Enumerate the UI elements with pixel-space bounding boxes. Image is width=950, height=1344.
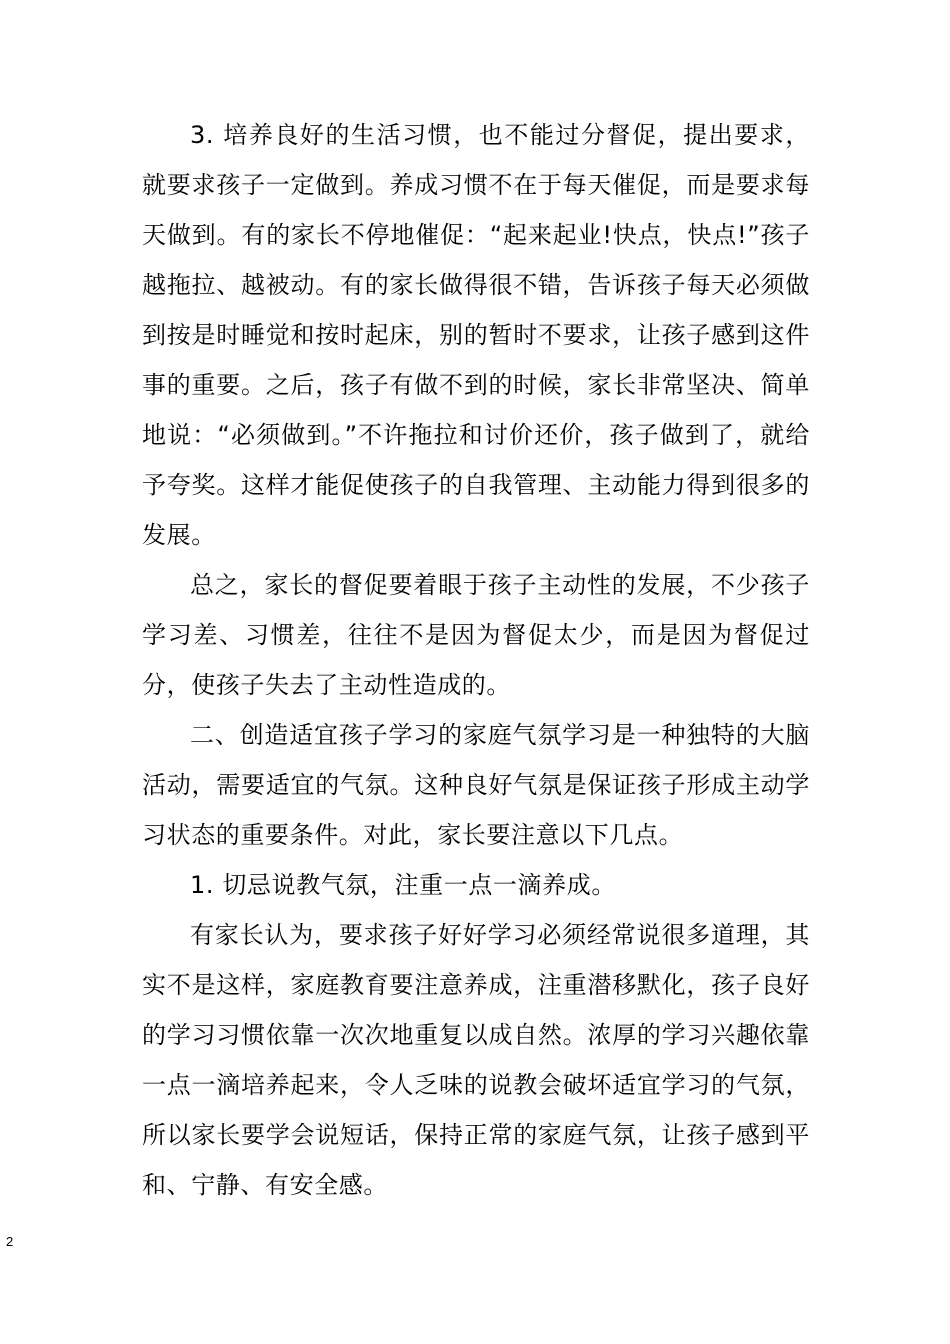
paragraph-atmosphere: 有家长认为，要求孩子好好学习必须经常说很多道理，其实不是这样，家庭教育要注意养成，注重潜移默化，孩子良好的学习习惯依靠一次次地重复以成自然。浓厚的学习兴趣依靠一点一滴培养起来，令人乏味的说教会破坏适宜学习的气氛，所以家长要学会说短话，保持正常的家庭气氛，让孩子感到平和、宁静、有安全感。: [142, 921, 810, 1199]
paragraph-point-one: 1. 切忌说教气氛，注重一点一滴养成。: [190, 871, 616, 899]
paragraph-section-two: 二、创造适宜孩子学习的家庭气氛学习是一种独特的大脑活动，需要适宜的气氛。这种良好气氛是保证孩子形成主动学习状态的重要条件。对此，家长要注意以下几点。: [142, 721, 810, 849]
page-number: 2: [6, 1234, 14, 1249]
paragraph-summary: 总之，家长的督促要着眼于孩子主动性的发展，不少孩子学习差、习惯差，往往不是因为督促太少，而是因为督促过分，使孩子失去了主动性造成的。: [142, 571, 810, 699]
paragraph-habits: 3. 培养良好的生活习惯，也不能过分督促，提出要求，就要求孩子一定做到。养成习惯不在于每天催促，而是要求每天做到。有的家长不停地催促：“起来起业!快点，快点!”孩子越拖拉、越被动。有的家长做得很不错，告诉孩子每天必须做到按是时睡觉和按时起床，别的暂时不要求，让孩子感到这件事的重要。之后，孩子有做不到的时候，家长非常坚决、简单地说：“必须做到。”不许拖拉和讨价还价，孩子做到了，就给予夸奖。这样才能促使孩子的自我管理、主动能力得到很多的发展。: [142, 121, 810, 549]
document-body: [142, 110, 810, 1210]
